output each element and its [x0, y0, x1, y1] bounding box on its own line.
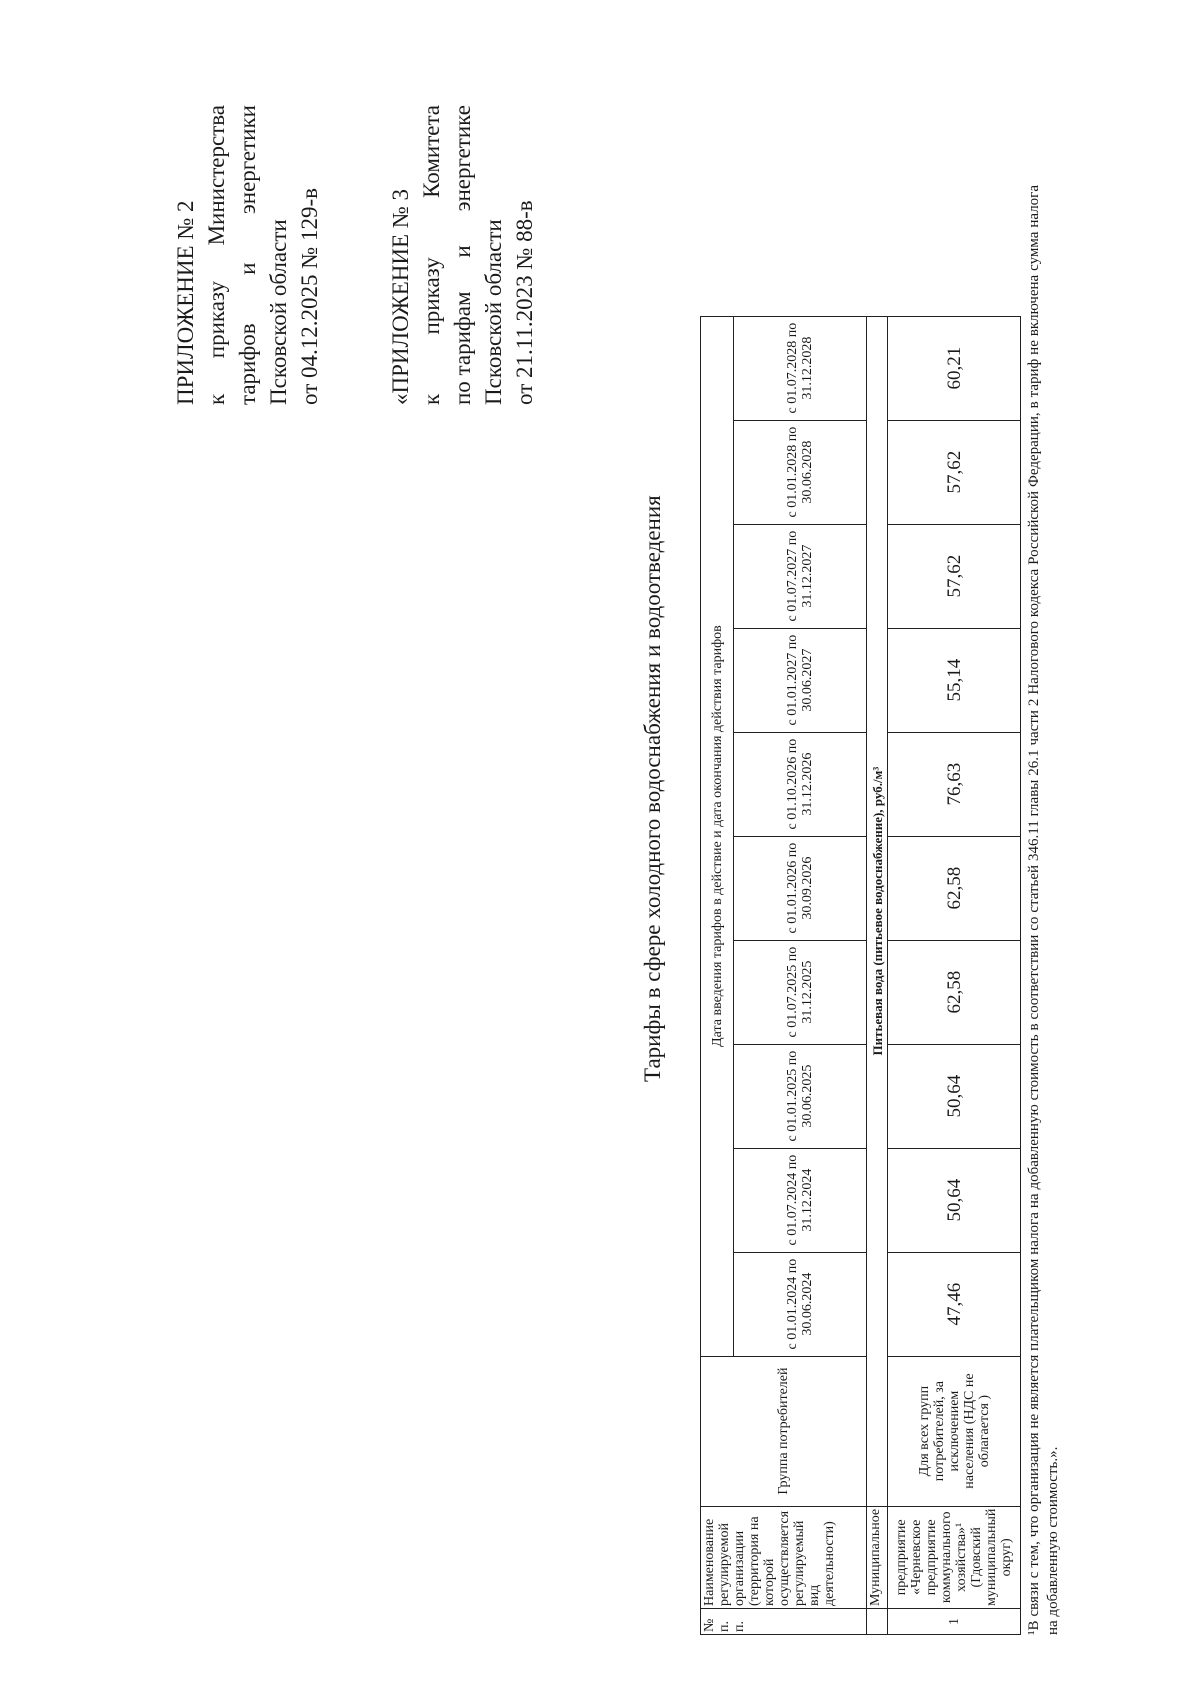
row-org: предприятие «Черневское предприятие коммунального хозяйства»¹ (Гдовский муниципальный округ)	[888, 1506, 1021, 1608]
appendix-line: Псковской области	[266, 219, 291, 405]
tariff-value: 62,58	[888, 940, 1021, 1044]
period-cell: с 01.01.2026 по 30.09.2026	[734, 836, 867, 940]
period-cell: с 01.07.2028 по 31.12.2028	[734, 316, 867, 420]
tariff-table	[700, 316, 1021, 1635]
appendix-line: Псковской области	[481, 219, 506, 405]
row-group: Для всех групп потребителей, за исключением населения (НДС не облагается )	[888, 1356, 1021, 1506]
appendix-previous-header	[385, 105, 540, 405]
appendix-line: по тарифам и энергетике	[450, 105, 475, 405]
appendix-line: к приказу Министерства	[204, 105, 229, 405]
footnote: ¹В связи с тем, что организация не является плательщиком налога на добавленную стоимость в соответствии со статьей 346.11 главы 26.1 части 2 Налогового кодекса Российской Федерации, в тариф не включена сумма налога на добавленную стоимость.».	[1026, 185, 1061, 1635]
period-cell: с 01.07.2027 по 31.12.2027	[734, 524, 867, 628]
period-cell: с 01.10.2026 по 31.12.2026	[734, 732, 867, 836]
tariff-value: 57,62	[888, 524, 1021, 628]
tariff-value: 57,62	[888, 420, 1021, 524]
section-label: Питьевая вода (питьевое водоснабжение), руб./м³	[867, 316, 888, 1506]
tariff-value: 50,64	[888, 1044, 1021, 1148]
section-org-cell: Муниципальное	[867, 1506, 888, 1608]
period-cell: с 01.07.2025 по 31.12.2025	[734, 940, 867, 1044]
tariff-value: 60,21	[888, 316, 1021, 420]
appendix-current-header	[170, 105, 325, 405]
appendix-line: «ПРИЛОЖЕНИЕ № 3	[388, 188, 413, 405]
tariff-value: 62,58	[888, 836, 1021, 940]
header-num: № п. п.	[701, 1609, 867, 1635]
period-cell: с 01.01.2025 по 30.06.2025	[734, 1044, 867, 1148]
appendix-line: к приказу Комитета	[419, 105, 444, 405]
row-num: 1	[888, 1609, 1021, 1635]
header-org: Наименование регулируемой организации (территория на которой осуществляется регулируемый вид деятельности)	[701, 1506, 867, 1608]
tariff-value: 76,63	[888, 732, 1021, 836]
period-cell: с 01.07.2024 по 31.12.2024	[734, 1148, 867, 1252]
document-title: Тарифы в сфере холодного водоснабжения и водоотведения	[640, 495, 665, 1082]
appendix-line: от 04.12.2025 № 129-в	[297, 188, 322, 405]
appendix-line: от 21.11.2023 № 88-в	[512, 200, 537, 405]
header-dates: Дата введения тарифов в действие и дата окончания действия тарифов	[701, 316, 734, 1356]
header-group: Группа потребителей	[701, 1356, 867, 1506]
appendix-line: тарифов и энергетики	[235, 105, 260, 405]
period-cell: с 01.01.2028 по 30.06.2028	[734, 420, 867, 524]
section-num-cell	[867, 1609, 888, 1635]
tariff-value: 55,14	[888, 628, 1021, 732]
period-cell: с 01.01.2027 по 30.06.2027	[734, 628, 867, 732]
appendix-line: ПРИЛОЖЕНИЕ № 2	[173, 200, 198, 405]
tariff-value: 47,46	[888, 1252, 1021, 1356]
tariff-value: 50,64	[888, 1148, 1021, 1252]
period-cell: с 01.01.2024 по 30.06.2024	[734, 1252, 867, 1356]
